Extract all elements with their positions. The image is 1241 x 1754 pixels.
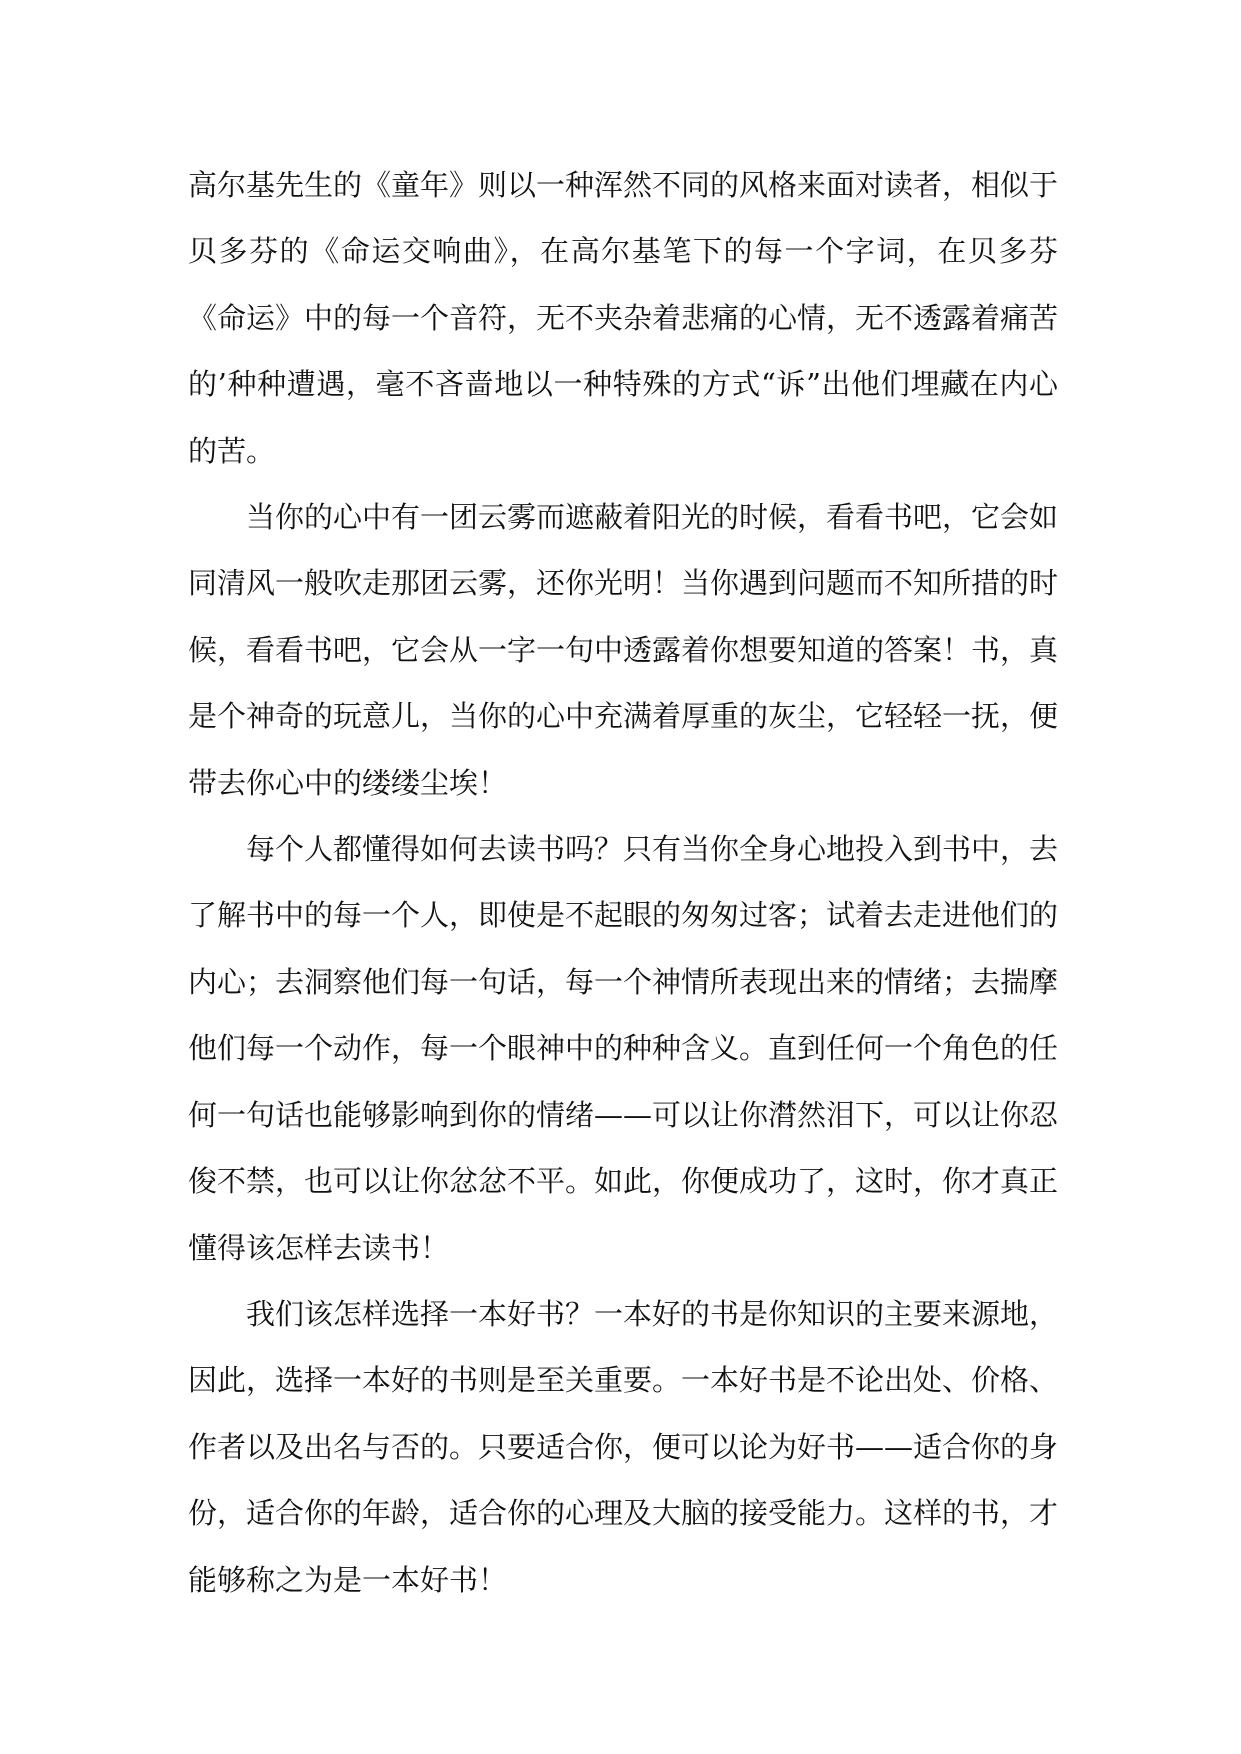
paragraph-3: 每个人都懂得如何去读书吗？只有当你全身心地投入到书中，去了解书中的每一个人，即使是不起眼的匆匆过客；试着去走进他们的内心；去洞察他们每一句话，每一个神情所表现出来的情绪；去揣摩他们每一个动作，每一个眼神中的种种含义。直到任何一个角色的任何一句话也能够影响到你的情绪——可以让你潸然泪下，可以让你忍俊不禁，也可以让你忿忿不平。如此，你便成功了，这时，你才真正懂得该怎样去读书！: [188, 832, 1059, 1265]
paragraph-4: 我们该怎样选择一本好书？一本好的书是你知识的主要来源地，因此，选择一本好的书则是至关重要。一本好书是不论出处、价格、作者以及出名与否的。只要适合你，便可以论为好书——适合你的身份，适合你的年龄，适合你的心理及大脑的接受能力。这样的书，才能够称之为是一本好书！: [188, 1296, 1059, 1597]
document-body: [188, 152, 1058, 1613]
paragraph-1: 高尔基先生的《童年》则以一种浑然不同的风格来面对读者，相似于贝多芬的《命运交响曲》，在高尔基笔下的每一个字词，在贝多芬《命运》中的每一个音符，无不夹杂着悲痛的心情，无不透露着痛苦的’种种遭遇，毫不吝啬地以一种特殊的方式“诉”出他们埋藏在内心的苦。: [188, 168, 1059, 468]
paragraph-2: 当你的心中有一团云雾而遮蔽着阳光的时候，看看书吧，它会如同清风一般吹走那团云雾，还你光明！当你遇到问题而不知所措的时候，看看书吧，它会从一字一句中透露着你想要知道的答案！书，真是个神奇的玩意儿，当你的心中充满着厚重的灰尘，它轻轻一抚，便带去你心中的缕缕尘埃！: [188, 500, 1059, 800]
